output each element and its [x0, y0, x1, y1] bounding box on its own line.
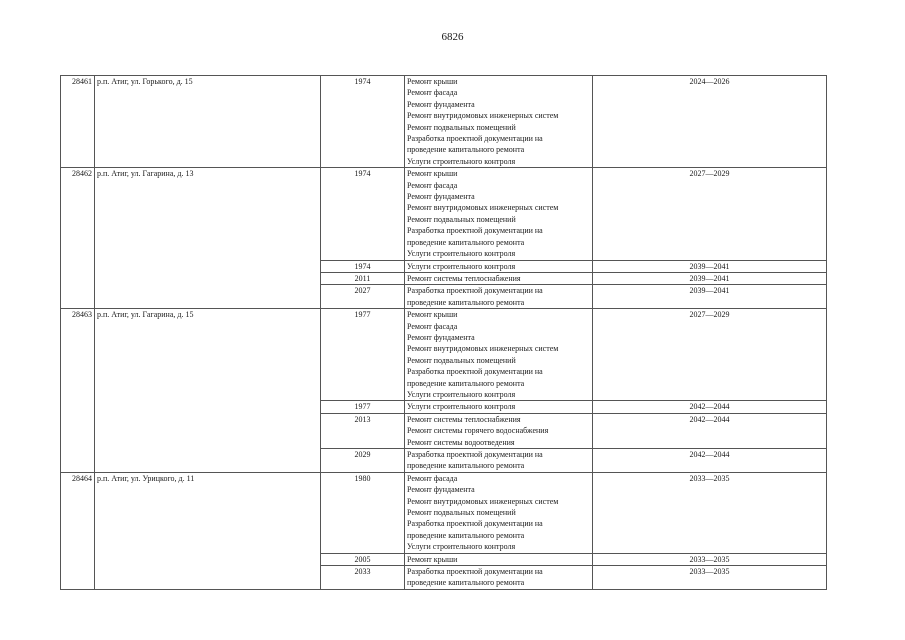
work-item: проведение капитального ремонта	[407, 297, 525, 307]
work-item: Ремонт подвальных помещений	[407, 214, 516, 224]
work-item: Услуги строительного контроля	[407, 402, 516, 412]
stage-works	[405, 76, 593, 168]
record-address: р.п. Атиг, ул. Гагарина, д. 13	[95, 168, 321, 309]
work-item: Ремонт системы теплоснабжения	[407, 414, 521, 424]
stage-period: 2033—2035	[593, 472, 827, 553]
stage-works	[405, 401, 593, 413]
work-item: Ремонт фундамента	[407, 485, 475, 495]
table-body	[61, 76, 827, 590]
work-item: Услуги строительного контроля	[407, 156, 516, 166]
work-item: Ремонт системы теплоснабжения	[407, 273, 521, 283]
stage-works	[405, 413, 593, 448]
work-item: Ремонт внутридомовых инженерных систем	[407, 111, 559, 121]
work-item: Услуги строительного контроля	[407, 542, 516, 552]
work-item: Ремонт крыши	[407, 169, 458, 179]
stage-works	[405, 260, 593, 272]
record-address: р.п. Атиг, ул. Горького, д. 15	[95, 76, 321, 168]
stage-period: 2033—2035	[593, 553, 827, 565]
table-row	[61, 76, 827, 168]
work-item: Ремонт фасада	[407, 88, 458, 98]
stage-year: 2005	[321, 553, 405, 565]
work-item: проведение капитального ремонта	[407, 578, 525, 588]
work-item: проведение капитального ремонта	[407, 461, 525, 471]
stage-year: 2029	[321, 449, 405, 473]
stage-works	[405, 566, 593, 590]
work-item: Разработка проектной документации на	[407, 450, 543, 459]
work-item: Разработка проектной документации на	[407, 226, 543, 236]
stage-year: 2027	[321, 285, 405, 309]
stage-works	[405, 272, 593, 284]
work-item: проведение капитального ремонта	[407, 378, 525, 388]
stage-year: 1974	[321, 168, 405, 260]
stage-works	[405, 285, 593, 309]
stage-period: 2039—2041	[593, 260, 827, 272]
work-item: Ремонт подвальных помещений	[407, 122, 516, 132]
work-item: проведение капитального ремонта	[407, 530, 525, 540]
work-item: Ремонт системы горячего водоснабжения	[407, 426, 549, 436]
stage-period: 2039—2041	[593, 285, 827, 309]
work-item: Ремонт крыши	[407, 554, 458, 564]
record-id: 28461	[61, 76, 95, 168]
work-item: Ремонт внутридомовых инженерных систем	[407, 203, 559, 213]
work-item: Ремонт подвальных помещений	[407, 508, 516, 518]
work-item: Услуги строительного контроля	[407, 261, 516, 271]
stage-year: 1974	[321, 260, 405, 272]
stage-period: 2042—2044	[593, 413, 827, 448]
stage-period: 2027—2029	[593, 309, 827, 401]
page-number: 6826	[441, 31, 464, 43]
work-item: Ремонт фундамента	[407, 192, 475, 202]
work-item: Ремонт фасада	[407, 321, 458, 331]
work-item: Ремонт фасада	[407, 473, 458, 483]
stage-period: 2042—2044	[593, 401, 827, 413]
work-item: Ремонт фундамента	[407, 99, 475, 109]
stage-works	[405, 168, 593, 260]
stage-works	[405, 449, 593, 473]
work-item: Услуги строительного контроля	[407, 249, 516, 259]
work-item: Ремонт системы водоотведения	[407, 437, 515, 447]
repair-schedule-table	[60, 75, 827, 590]
record-address: р.п. Атиг, ул. Урицкого, д. 11	[95, 472, 321, 589]
work-item: проведение капитального ремонта	[407, 237, 525, 247]
stage-works	[405, 309, 593, 401]
work-item: Ремонт фундамента	[407, 332, 475, 342]
record-address: р.п. Атиг, ул. Гагарина, д. 15	[95, 309, 321, 473]
record-id: 28464	[61, 472, 95, 589]
stage-year: 2011	[321, 272, 405, 284]
work-item: Разработка проектной документации на	[407, 286, 543, 296]
stage-year: 1980	[321, 472, 405, 553]
stage-works	[405, 472, 593, 553]
stage-works	[405, 553, 593, 565]
stage-period: 2033—2035	[593, 566, 827, 590]
work-item: Ремонт внутридомовых инженерных систем	[407, 496, 559, 506]
record-id: 28463	[61, 309, 95, 473]
work-item: Разработка проектной документации на	[407, 134, 543, 144]
table-row	[61, 168, 827, 260]
stage-year: 2033	[321, 566, 405, 590]
work-item: Разработка проектной документации на	[407, 367, 543, 377]
stage-period: 2042—2044	[593, 449, 827, 473]
stage-year: 1977	[321, 309, 405, 401]
stage-year: 1974	[321, 76, 405, 168]
stage-year: 2013	[321, 413, 405, 448]
stage-year: 1977	[321, 401, 405, 413]
work-item: Ремонт крыши	[407, 77, 458, 86]
work-item: Ремонт внутридомовых инженерных систем	[407, 344, 559, 354]
table-row	[61, 309, 827, 401]
work-item: Разработка проектной документации на	[407, 567, 543, 577]
work-item: Услуги строительного контроля	[407, 389, 516, 399]
work-item: Ремонт фасада	[407, 180, 458, 190]
table-row	[61, 472, 827, 553]
stage-period: 2024—2026	[593, 76, 827, 168]
work-item: Ремонт крыши	[407, 310, 458, 320]
work-item: Разработка проектной документации на	[407, 519, 543, 529]
work-item: проведение капитального ремонта	[407, 145, 525, 155]
work-item: Ремонт подвальных помещений	[407, 355, 516, 365]
record-id: 28462	[61, 168, 95, 309]
stage-period: 2027—2029	[593, 168, 827, 260]
stage-period: 2039—2041	[593, 272, 827, 284]
